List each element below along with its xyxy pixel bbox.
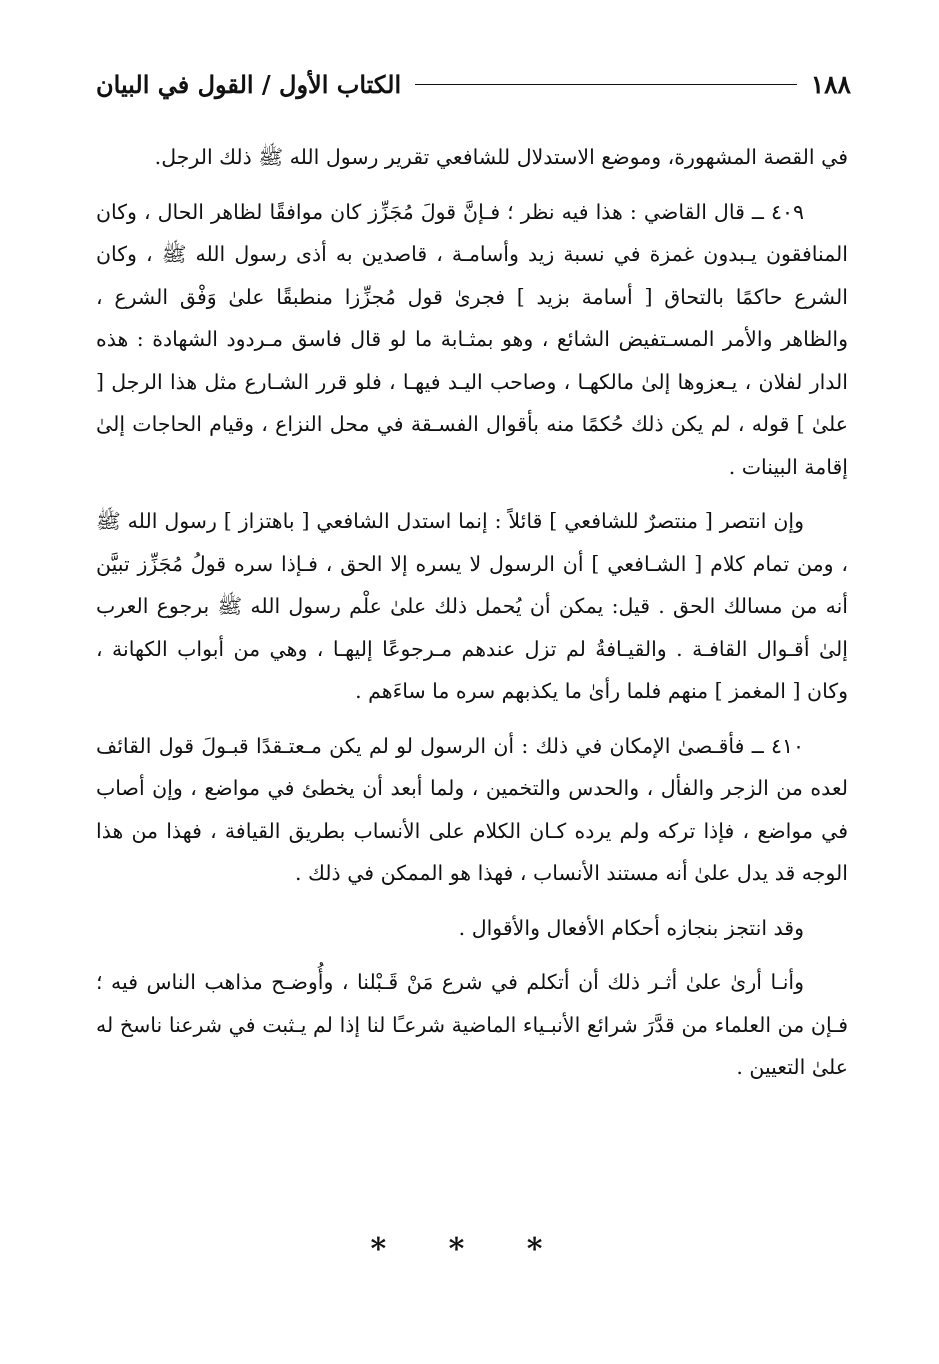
header-rule — [415, 84, 797, 85]
section-end-ornament: * * * — [370, 1232, 569, 1267]
page-number: ١٨٨ — [810, 69, 851, 99]
book-title: الكتاب الأول / القول في البيان — [96, 69, 402, 99]
running-header — [96, 62, 851, 106]
paragraph-410: ٤١٠ ــ فأقـصىٰ الإمكان في ذلك : أن الرسول لو لم يكن مـعتـقدًا قبـولَ قول القائف لعده من الزجر والفأل ، والحدس والتخمين ، ولما أبعد أن يخطئ في مواضع ، وإن أصاب في مواضع ، فإذا تركه ولم يرده كـان الكلام على الأنساب بطريق القيافة ، فهذا من هذا الوجه قد يدل علىٰ أنه مستند الأنساب ، فهذا هو الممكن في ذلك . — [96, 733, 848, 885]
paragraph-prior-laws: وأنـا أرىٰ علىٰ أثـر ذلك أن أتكلم في شرع مَنْ قَـبْلنا ، وأُوضـح مذاهب الناس فيه ؛ فـإن من العلماء من قدَّرَ شرائع الأنبـياء الماضية شرعـًا لنا إذا لم يـثبت في شرعنا ناسخ له علىٰ التعيين . — [96, 970, 848, 1079]
paragraph-409: ٤٠٩ ــ قال القاضي : هذا فيه نظر ؛ فـإنَّ قولَ مُجَزِّز كان موافقًا لظاهر الحال ، وكان المنافقون يـبدون غمزة في نسبة زيد وأسامـة ، قاصدين به أذى رسول الله ﷺ ، وكان الشرع حاكمًا بالتحاق [ أسامة بزيد ] فجرىٰ قول مُجزِّزا منطبقًا علىٰ وَفْق الشرع ، والظاهر والأمر المسـتفيض الشائع ، وهو بمثـابة ما لو قال فاسق مـردود الشهادة : هذه الدار لفلان ، يـعزوها إلىٰ مالكهـا ، وصاحب اليـد فيهـا ، فلو قرر الشـارع مثل هذا الرجل [ علىٰ ] قوله ، لم يكن ذلك حُكمًا منه بأقوال الفسـقة في محل النزاع ، وقيام الحاجات إلىٰ إقامة البينات . — [96, 199, 848, 479]
paragraph-continuation: في القصة المشهورة، وموضع الاستدلال للشافعي تقرير رسول الله ﷺ ذلك الرجل. — [154, 145, 848, 169]
body-text — [96, 136, 848, 1089]
paragraph-rebuttal: وإن انتصر [ منتصرٌ للشافعي ] قائلاً : إنما استدل الشافعي [ باهتزاز ] رسول الله ﷺ ، ومن تمام كلام [ الشـافعي ] أن الرسول لا يسره إلا الحق ، فـإذا سره قولُ مُجَزِّز تبيَّن أنه من مسالك الحق . قيل: يمكن أن يُحمل ذلك علىٰ علْم رسول الله ﷺ برجوع العرب إلىٰ أقـوال القافـة . والقيـافةُ لم تزل عندهم مـرجوعًا إليهـا ، وهي من أبواب الكهانة ، وكان [ المغمز ] منهم فلما رأىٰ ما يكذبهم سره ما ساءَهم . — [96, 509, 848, 703]
paragraph-conclusion: وقد انتجز بنجازه أحكام الأفعال والأقوال . — [458, 915, 804, 940]
